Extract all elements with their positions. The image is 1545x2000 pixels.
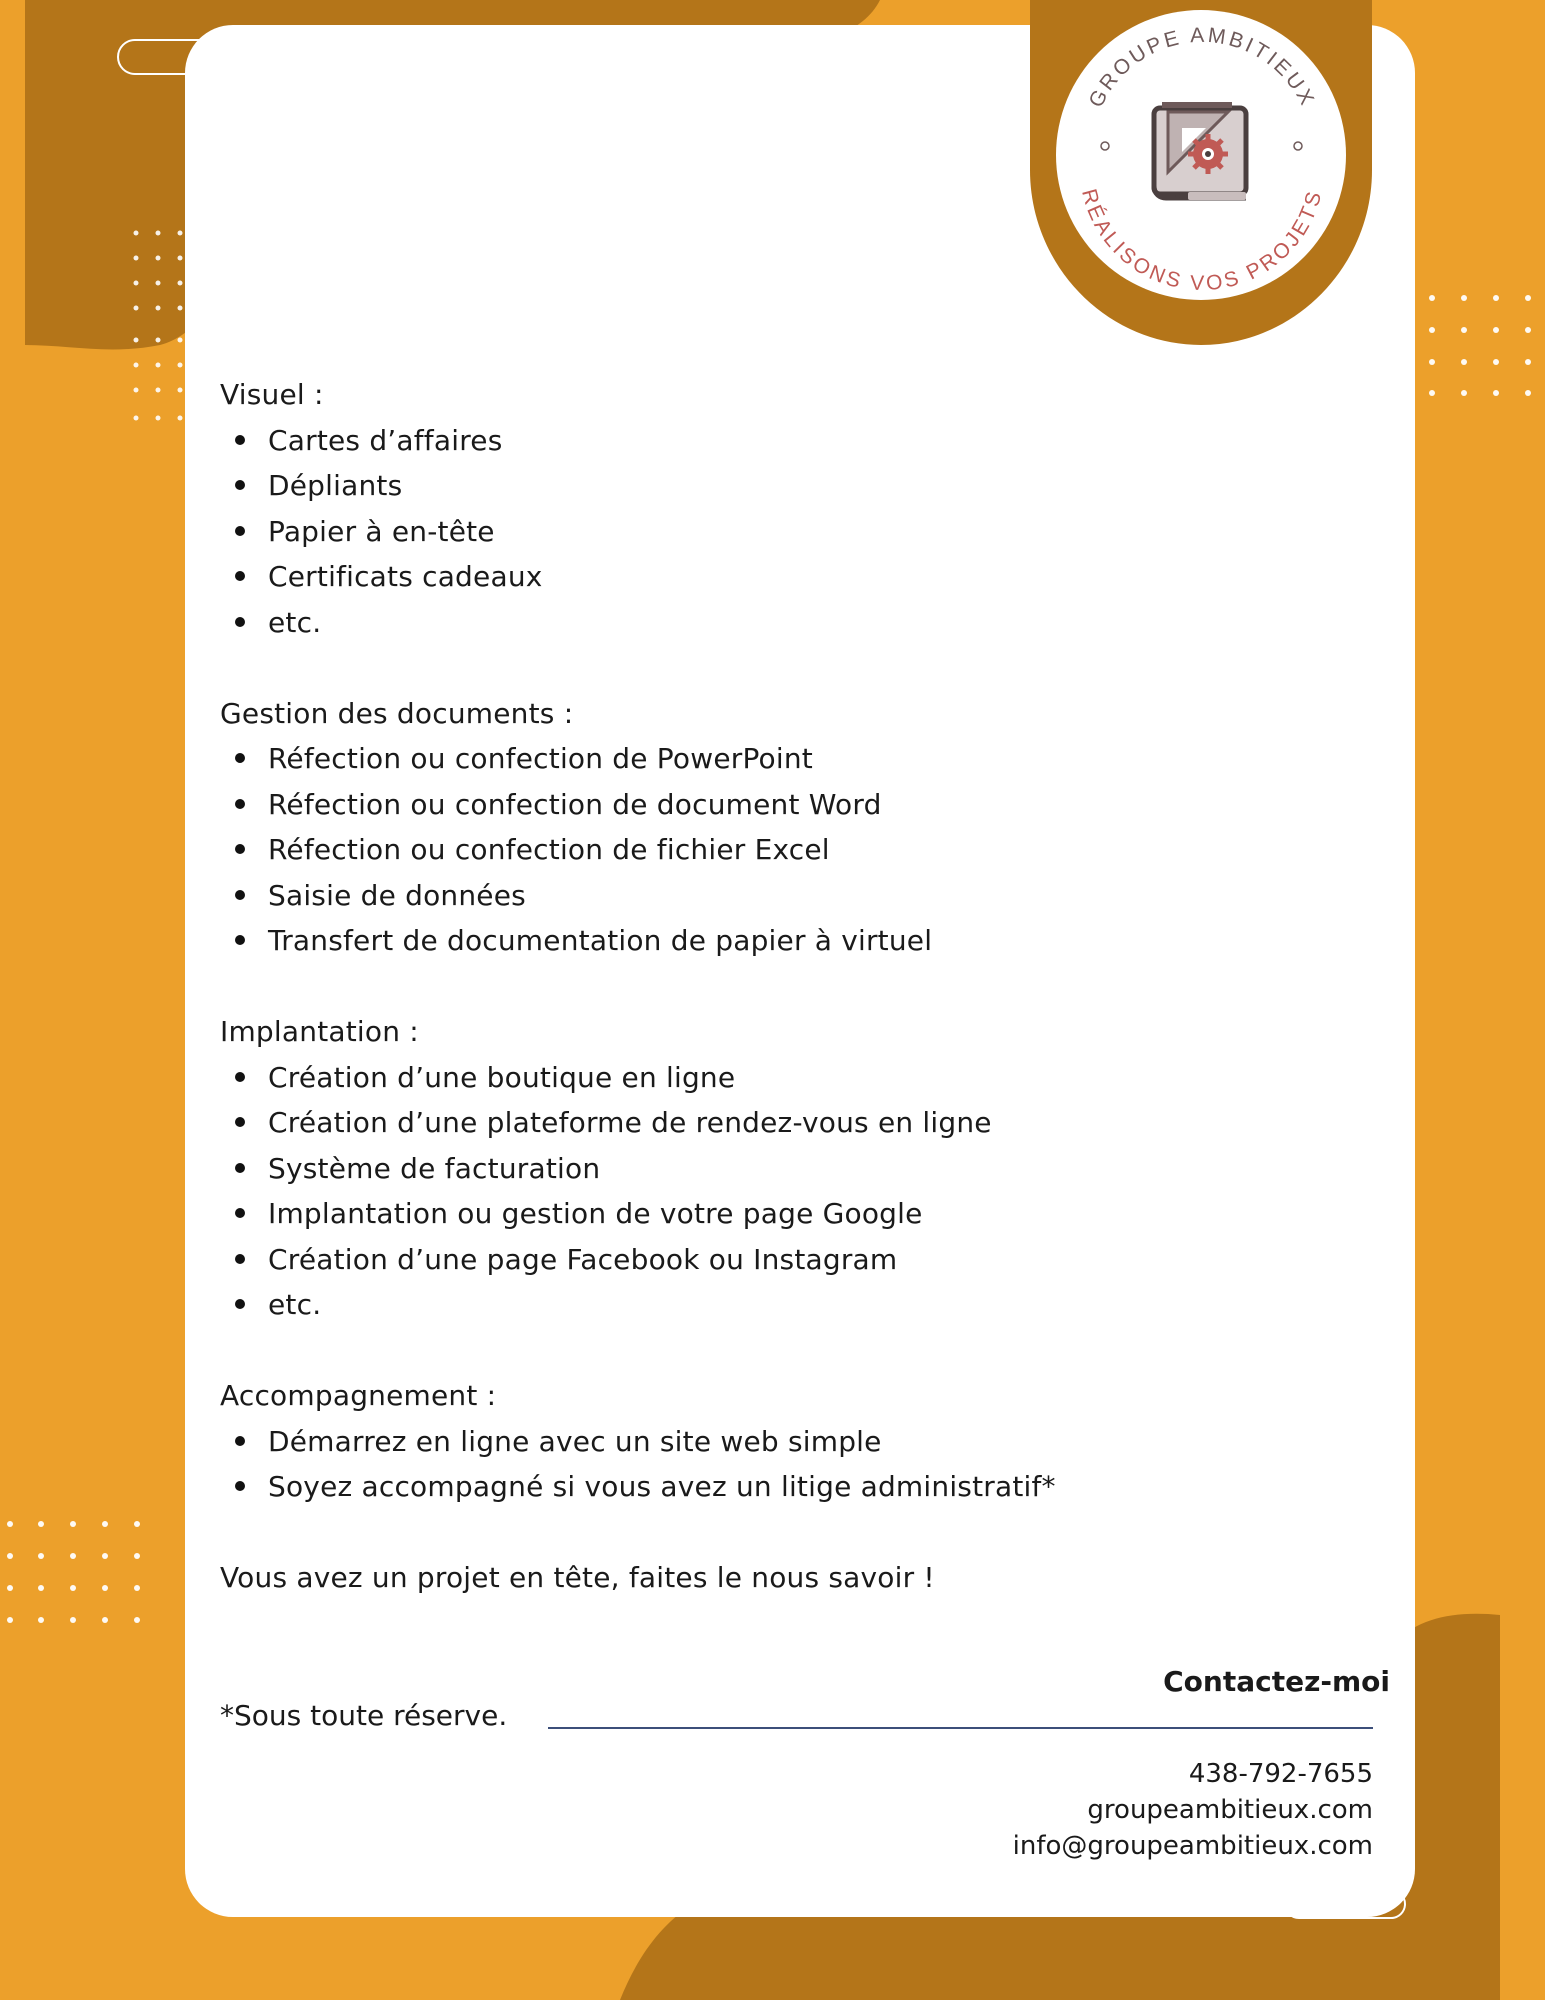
- contact-title: Contactez-moi: [1163, 1665, 1390, 1698]
- list-item-label: Réfection ou confection de fichier Excel: [268, 833, 830, 866]
- section-implantation: [220, 1009, 1220, 1328]
- footnote: *Sous toute réserve.: [220, 1699, 508, 1732]
- list-item-label: Cartes d’affaires: [268, 423, 503, 457]
- list-item: [220, 782, 1220, 828]
- list-item-label: Papier à en-tête: [268, 514, 495, 548]
- bullet-icon: [235, 844, 245, 854]
- item-list: [220, 1419, 1220, 1510]
- list-item: [220, 1146, 1220, 1192]
- list-item-label: Réfection ou confection de document Word: [268, 787, 882, 821]
- item-list: [220, 1055, 1220, 1328]
- section-heading: Accompagnement :: [220, 1379, 497, 1412]
- section-accompagnement: [220, 1373, 1220, 1510]
- closing-message: Vous avez un projet en tête, faites le nous savoir !: [220, 1561, 935, 1594]
- list-item: [220, 1419, 1220, 1465]
- list-item: [220, 418, 1220, 464]
- list-item: [220, 827, 1220, 873]
- bullet-icon: [235, 1436, 245, 1446]
- logo-badge: [1030, 0, 1372, 345]
- list-item-label: Création d’une page Facebook ou Instagram: [268, 1242, 898, 1276]
- list-item: [220, 509, 1220, 555]
- logo-top-text: GROUPE AMBITIEUX: [1084, 23, 1320, 112]
- section-gestion-documents: [220, 691, 1220, 964]
- bullet-icon: [235, 617, 245, 627]
- bullet-icon: [235, 753, 245, 763]
- list-item: [220, 918, 1220, 964]
- services-list: [220, 372, 1220, 1601]
- list-item: [220, 1100, 1220, 1146]
- list-item: [220, 463, 1220, 509]
- section-visuel: [220, 372, 1220, 645]
- list-item-label: Système de facturation: [268, 1151, 601, 1185]
- list-item: [220, 1055, 1220, 1101]
- list-item-label: etc.: [268, 1288, 322, 1321]
- item-list: [220, 418, 1220, 646]
- logo-bottom-text: RÉALISONS VOS PROJETS: [1077, 186, 1327, 296]
- list-item: [220, 554, 1220, 600]
- bullet-icon: [235, 1072, 245, 1082]
- bullet-icon: [235, 480, 245, 490]
- list-item-label: Démarrez en ligne avec un site web simple: [268, 1424, 882, 1458]
- bullet-icon: [235, 799, 245, 809]
- bullet-icon: [235, 1254, 245, 1264]
- bullet-icon: [235, 1481, 245, 1491]
- blueprint-gear-icon: [1154, 102, 1246, 200]
- list-item-label: Transfert de documentation de papier à virtuel: [268, 924, 933, 957]
- list-item-label: etc.: [268, 605, 322, 639]
- contact-phone[interactable]: 438-792-7655: [1188, 1759, 1373, 1789]
- list-item-label: Certificats cadeaux: [268, 560, 543, 593]
- list-item-label: Saisie de données: [268, 878, 526, 912]
- section-heading: Visuel :: [220, 378, 324, 411]
- list-item: [220, 1282, 1220, 1328]
- list-item: [220, 736, 1220, 782]
- section-heading: Gestion des documents :: [220, 696, 574, 730]
- bullet-icon: [235, 1299, 245, 1309]
- dot-grid-bottom-left: [7, 1521, 140, 1623]
- item-list: [220, 736, 1220, 964]
- bullet-icon: [235, 890, 245, 900]
- dot-grid-right: [1429, 295, 1531, 396]
- contact-email[interactable]: info@groupeambitieux.com: [1012, 1831, 1373, 1861]
- bullet-icon: [235, 571, 245, 581]
- list-item-label: Dépliants: [268, 469, 403, 502]
- list-item: [220, 1191, 1220, 1237]
- contact-website[interactable]: groupeambitieux.com: [1087, 1795, 1373, 1825]
- bullet-icon: [235, 526, 245, 536]
- bullet-icon: [235, 935, 245, 945]
- list-item: [220, 1237, 1220, 1283]
- list-item-label: Implantation ou gestion de votre page Google: [268, 1197, 923, 1230]
- list-item: [220, 1464, 1220, 1510]
- logo: [1030, 0, 1372, 345]
- bullet-icon: [235, 1163, 245, 1173]
- bullet-icon: [235, 1208, 245, 1218]
- list-item: [220, 873, 1220, 919]
- list-item: [220, 600, 1220, 646]
- bullet-icon: [235, 435, 245, 445]
- contact-divider: [548, 1727, 1373, 1729]
- list-item-label: Création d’une plateforme de rendez-vous en ligne: [268, 1106, 992, 1139]
- section-heading: Implantation :: [220, 1015, 419, 1048]
- list-item-label: Création d’une boutique en ligne: [268, 1060, 736, 1094]
- contact-info: [1013, 1756, 1373, 1864]
- list-item-label: Réfection ou confection de PowerPoint: [268, 742, 813, 775]
- bullet-icon: [235, 1117, 245, 1127]
- list-item-label: Soyez accompagné si vous avez un litige administratif*: [268, 1470, 1056, 1503]
